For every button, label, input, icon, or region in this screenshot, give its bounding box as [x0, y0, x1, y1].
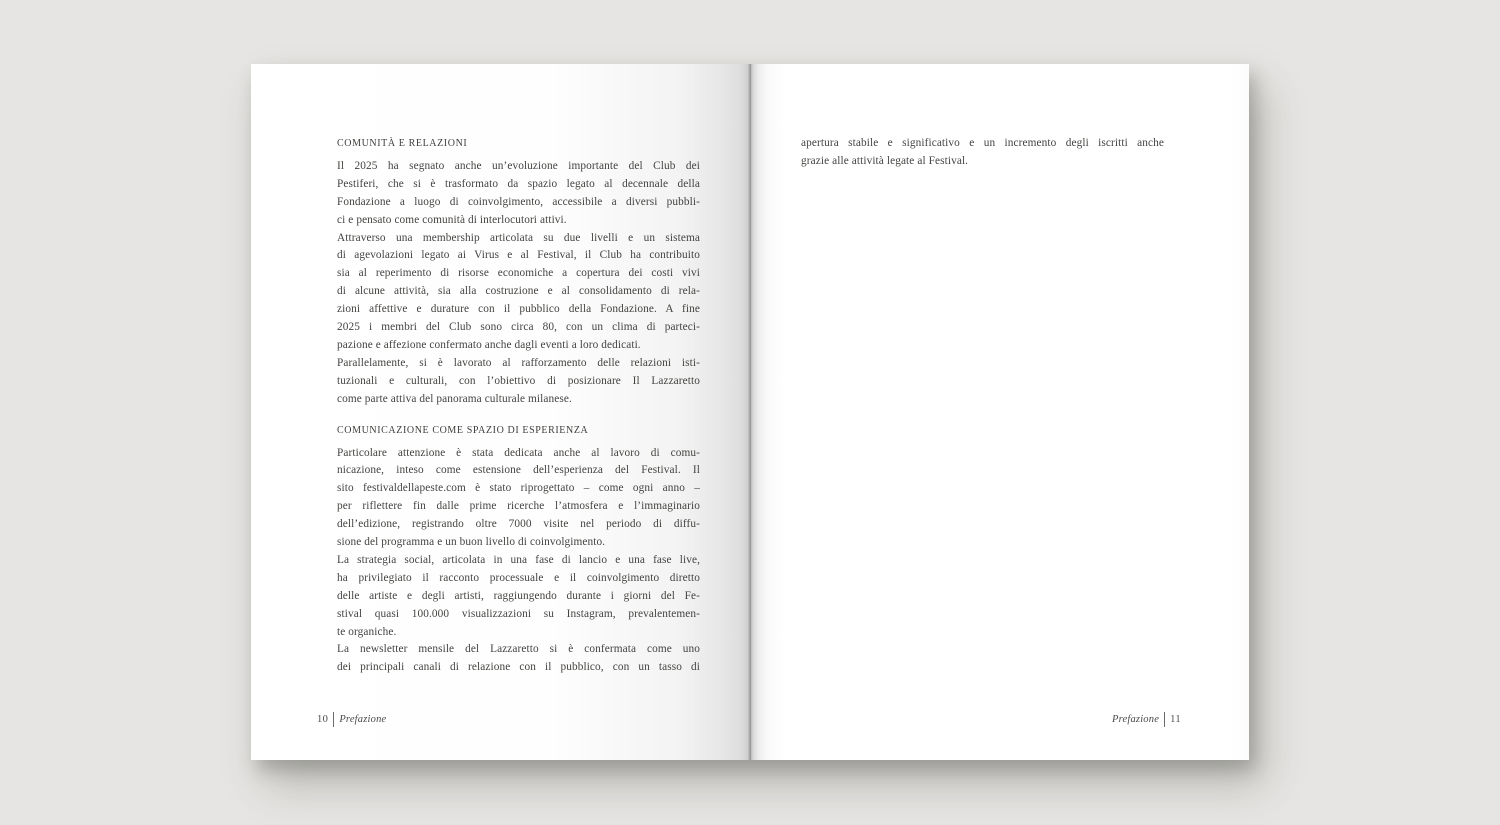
text-line: delle artiste e degli artisti, raggiungendo durante i giorni del Fe- — [337, 589, 700, 602]
text-line: Pestiferi, che si è trasformato da spazio legato al decennale della — [337, 177, 700, 190]
text-line: sia al reperimento di risorse economiche a copertura dei costi vivi — [337, 267, 700, 280]
book-spread — [251, 64, 1249, 760]
right-page — [750, 64, 1249, 760]
text-line: tuzionali e culturali, con l’obiettivo di posizionare Il Lazzaretto — [337, 374, 700, 387]
right-page-text-column — [801, 135, 1164, 171]
text-line: apertura stabile e significativo e un incremento degli iscritti anche — [801, 137, 1164, 149]
text-line: di agevolazioni legato ai Virus e al Festival, il Club ha contribuito — [337, 249, 700, 262]
section-heading: COMUNITÀ E RELAZIONI — [337, 138, 468, 149]
footer-divider — [1164, 712, 1165, 727]
section-heading: COMUNICAZIONE COME SPAZIO DI ESPERIENZA — [337, 424, 589, 436]
text-line: sione del programma e un buon livello di coinvolgimento. — [337, 536, 606, 549]
section-label: Prefazione — [339, 714, 387, 725]
footer-divider — [333, 712, 334, 727]
text-line: Attraverso una membership articolata su due livelli e un sistema — [337, 231, 700, 244]
text-line: Particolare attenzione è stata dedicata anche al lavoro di comu- — [337, 446, 700, 459]
section-label: Prefazione — [1111, 714, 1160, 725]
text-line: dei principali canali di relazione con il pubblico, con un tasso di — [337, 661, 700, 674]
text-line: ha privilegiato il racconto processuale e il coinvolgimento diretto — [337, 571, 700, 584]
text-line: Fondazione a luogo di coinvolgimento, accessibile a diversi pubbli- — [337, 195, 700, 208]
right-page-footer — [1112, 712, 1181, 727]
text-line: nicazione, inteso come estensione dell’esperienza del Festival. Il — [337, 464, 700, 477]
left-page — [251, 64, 750, 760]
text-line: Parallelamente, si è lavorato al rafforzamento delle relazioni isti- — [337, 356, 700, 369]
text-line: La strategia social, articolata in una fase di lancio e una fase live, — [337, 553, 700, 566]
left-page-footer — [317, 712, 386, 727]
text-line: zioni affettive e durature con il pubblico della Fondazione. A fine — [337, 303, 700, 316]
text-line: te organiche. — [337, 625, 397, 638]
text-line: sito festivaldellapeste.com è stato riprogettato – come ogni anno – — [337, 482, 700, 495]
text-line: per riflettere fin dalle prime ricerche l’atmosfera e l’immaginario — [337, 500, 700, 513]
text-line: ci e pensato come comunità di interlocutori attivi. — [337, 213, 567, 226]
page-number: 11 — [1170, 714, 1181, 725]
page-number: 10 — [317, 714, 329, 725]
left-page-text-column — [337, 135, 700, 677]
text-line: 2025 i membri del Club sono circa 80, con un clima di parteci- — [337, 321, 700, 334]
text-line: dell’edizione, registrando oltre 7000 visite nel periodo di diffu- — [337, 518, 700, 531]
text-line: pazione e affezione confermato anche dagli eventi a loro dedicati. — [337, 338, 641, 351]
text-line: stival quasi 100.000 visualizzazioni su Instagram, prevalentemen- — [337, 607, 700, 620]
text-line: come parte attiva del panorama culturale milanese. — [337, 392, 572, 405]
text-line: Il 2025 ha segnato anche un’evoluzione importante del Club dei — [337, 159, 700, 172]
text-line: La newsletter mensile del Lazzaretto si è confermata come uno — [337, 643, 700, 656]
text-line: di alcune attività, sia alla costruzione e al consolidamento di rela- — [337, 285, 700, 298]
text-line: grazie alle attività legate al Festival. — [801, 154, 969, 167]
